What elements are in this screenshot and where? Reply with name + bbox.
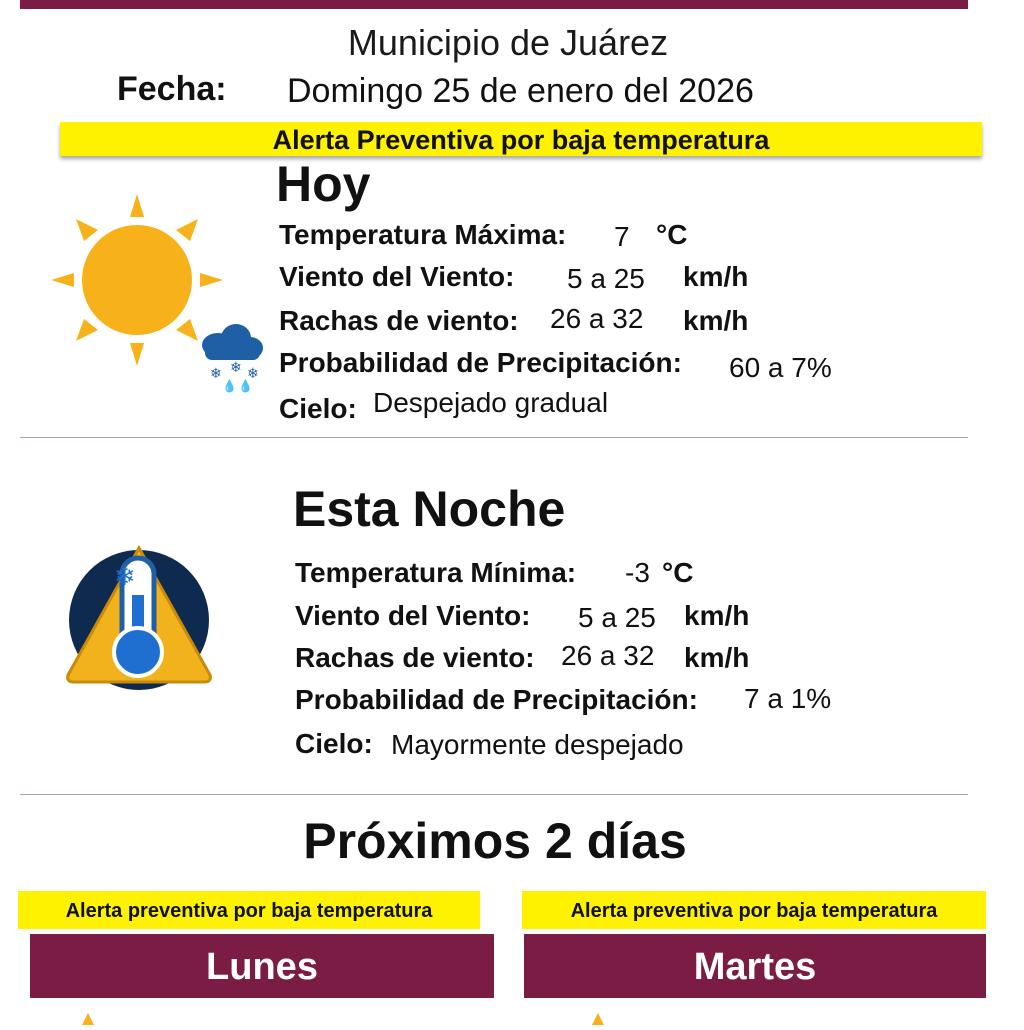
- svg-text:💧: 💧: [222, 379, 237, 393]
- date-label: Fecha:: [117, 70, 227, 108]
- svg-text:❄: ❄: [230, 360, 242, 376]
- today-max-temp-unit: °C: [656, 219, 688, 250]
- today-max-temp-label: Temperatura Máxima:: [279, 219, 567, 250]
- today-wind-unit: km/h: [683, 261, 749, 292]
- tonight-precip-value: 7 a 1%: [744, 683, 832, 714]
- cold-thermometer-warning-icon: [64, 540, 214, 695]
- tonight-min-temp-unit: °C: [662, 557, 694, 588]
- monday-day-bar: Lunes: [30, 934, 494, 998]
- today-gusts-label: Rachas de viento:: [279, 305, 519, 336]
- svg-text:❄: ❄: [114, 562, 136, 592]
- monday-alert-banner: Alerta preventiva por baja temperatura: [18, 891, 480, 929]
- today-sky-value: Despejado gradual: [373, 387, 609, 418]
- tuesday-alert-banner: Alerta preventiva por baja temperatura: [522, 891, 986, 929]
- monday-sun-icon: [60, 1012, 120, 1024]
- tonight-precip-label: Probabilidad de Precipitación:: [295, 684, 698, 715]
- tonight-wind-label: Viento del Viento:: [295, 600, 531, 631]
- today-wind-value: 5 a 25: [567, 263, 645, 294]
- svg-text:❄: ❄: [247, 366, 259, 382]
- tonight-min-temp-value: -3: [625, 557, 650, 588]
- tonight-sky-value: Mayormente despejado: [391, 729, 684, 760]
- next-days-title: Próximos 2 días: [303, 813, 687, 869]
- today-title: Hoy: [276, 156, 371, 212]
- today-precip-label: Probabilidad de Precipitación:: [279, 347, 682, 378]
- tonight-gusts-unit: km/h: [684, 642, 750, 673]
- sun-snow-cloud-icon: [40, 180, 270, 400]
- today-max-temp-value: 7: [614, 221, 630, 252]
- tuesday-sun-icon: [570, 1012, 630, 1024]
- today-wind-label: Viento del Viento:: [279, 261, 515, 292]
- section-divider: [20, 437, 968, 438]
- today-gusts-unit: km/h: [683, 305, 749, 336]
- tonight-wind-unit: km/h: [684, 600, 750, 631]
- tonight-gusts-value: 26 a 32: [561, 640, 655, 671]
- top-banner-bar: [20, 0, 968, 9]
- municipality-title: Municipio de Juárez: [347, 22, 669, 63]
- section-divider: [20, 794, 968, 795]
- today-precip-value: 60 a 7%: [729, 352, 832, 383]
- today-gusts-value: 26 a 32: [550, 303, 644, 334]
- tonight-sky-label: Cielo:: [295, 728, 373, 759]
- main-alert-banner: Alerta Preventiva por baja temperatura: [60, 122, 982, 156]
- tonight-gusts-label: Rachas de viento:: [295, 642, 535, 673]
- today-sky-label: Cielo:: [279, 393, 357, 424]
- tonight-wind-value: 5 a 25: [578, 602, 656, 633]
- svg-text:💧: 💧: [238, 379, 253, 393]
- tonight-title: Esta Noche: [293, 481, 566, 537]
- tuesday-day-bar: Martes: [524, 934, 986, 998]
- tonight-min-temp-label: Temperatura Mínima:: [295, 557, 577, 588]
- svg-text:❄: ❄: [210, 366, 222, 382]
- date-value: Domingo 25 de enero del 2026: [287, 72, 754, 110]
